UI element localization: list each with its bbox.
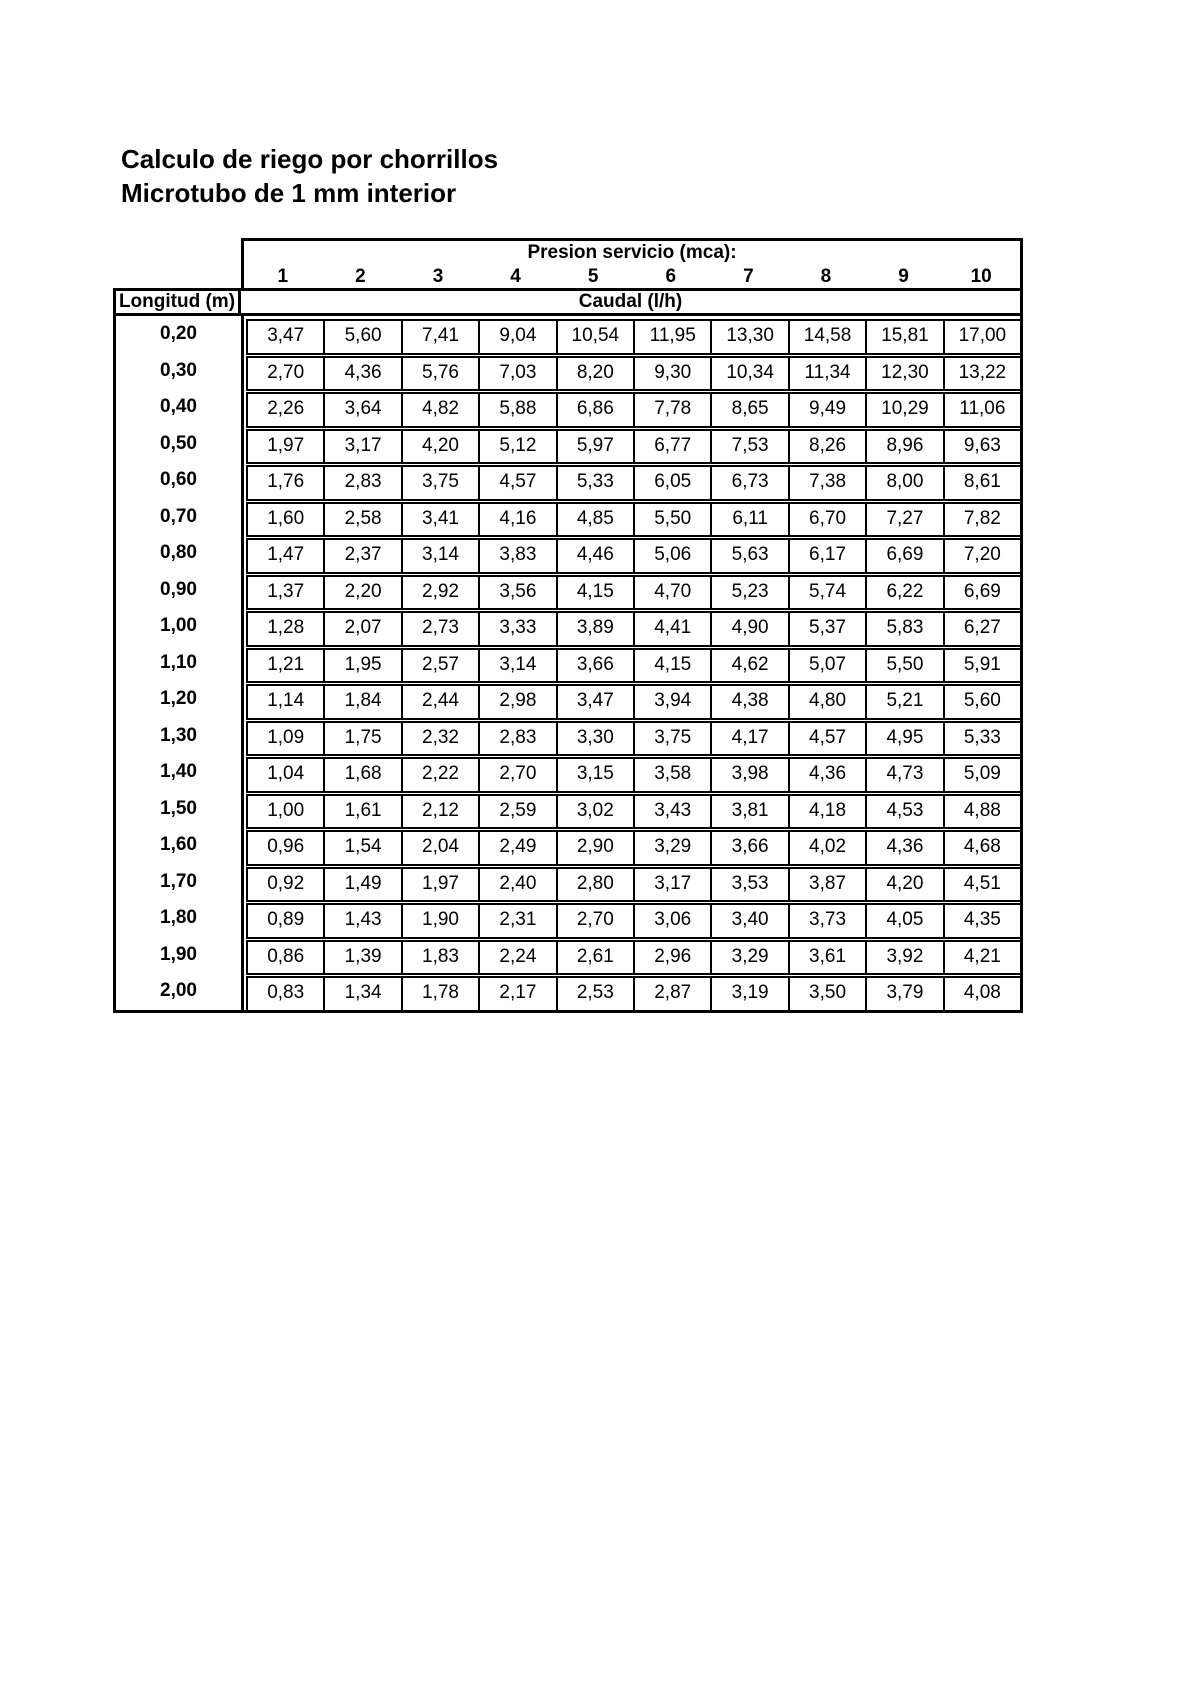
- flow-cell: 3,66: [556, 648, 635, 684]
- flow-cell: 2,58: [323, 502, 402, 538]
- flow-cell: 2,90: [556, 830, 635, 866]
- length-cell: 1,70: [160, 870, 197, 892]
- flow-cell: 6,86: [556, 392, 635, 428]
- table-row: [244, 535, 1020, 572]
- length-cell: 1,00: [160, 615, 197, 637]
- flow-cell: 3,92: [865, 940, 944, 976]
- flow-cell: 6,22: [865, 575, 944, 611]
- flow-cell: 3,29: [633, 830, 712, 866]
- flow-cell: 7,82: [943, 502, 1022, 538]
- flow-cell: 4,36: [788, 757, 867, 793]
- flow-cell: 1,97: [246, 429, 325, 465]
- flow-cell: 5,83: [865, 611, 944, 647]
- flow-cell: 1,14: [246, 684, 325, 720]
- flow-cell: 1,95: [323, 648, 402, 684]
- flow-cell: 3,33: [478, 611, 557, 647]
- table-row: [244, 499, 1020, 536]
- length-cell: 0,30: [160, 359, 197, 381]
- table-row: [244, 754, 1020, 791]
- flow-cell: 1,28: [246, 611, 325, 647]
- flow-cell: 4,21: [943, 940, 1022, 976]
- table-row: [244, 718, 1020, 755]
- flow-cell: 1,49: [323, 867, 402, 903]
- length-header: Longitud (m): [116, 291, 241, 313]
- flow-cell: 9,04: [478, 319, 557, 355]
- flow-cell: 2,80: [556, 867, 635, 903]
- flow-cell: 4,95: [865, 721, 944, 757]
- flow-cell: 5,06: [633, 538, 712, 574]
- flow-cell: 1,47: [246, 538, 325, 574]
- flow-cell: 4,41: [633, 611, 712, 647]
- flow-header: Caudal (l/h): [578, 291, 683, 312]
- pressure-value: 1: [277, 266, 289, 287]
- flow-cell: 3,79: [865, 976, 944, 1012]
- flow-cell: 4,80: [788, 684, 867, 720]
- table-row: [244, 645, 1020, 682]
- flow-cell: 11,34: [788, 356, 867, 392]
- flow-cell: 1,76: [246, 465, 325, 501]
- title-line-1: Calculo de riego por chorrillos: [121, 144, 499, 174]
- flow-cell: 3,15: [556, 757, 635, 793]
- table-row: [244, 572, 1020, 609]
- flow-cell: 5,97: [556, 429, 635, 465]
- flow-cell: 4,20: [401, 429, 480, 465]
- flow-cell: 10,54: [556, 319, 635, 355]
- flow-cell: 0,92: [246, 867, 325, 903]
- flow-cell: 4,36: [865, 830, 944, 866]
- flow-cell: 2,07: [323, 611, 402, 647]
- flow-cell: 2,44: [401, 684, 480, 720]
- flow-cell: 1,04: [246, 757, 325, 793]
- flow-cell: 1,43: [323, 903, 402, 939]
- flow-cell: 1,60: [246, 502, 325, 538]
- flow-cell: 5,74: [788, 575, 867, 611]
- flow-cell: 3,81: [710, 794, 789, 830]
- flow-cell: 3,43: [633, 794, 712, 830]
- flow-cell: 4,36: [323, 356, 402, 392]
- flow-cell: 2,20: [323, 575, 402, 611]
- length-cell: 1,50: [160, 797, 197, 819]
- flow-cell: 2,04: [401, 830, 480, 866]
- flow-cell: 7,38: [788, 465, 867, 501]
- flow-cell: 3,75: [401, 465, 480, 501]
- flow-cell: 7,27: [865, 502, 944, 538]
- flow-cell: 3,58: [633, 757, 712, 793]
- flow-cell: 1,39: [323, 940, 402, 976]
- flow-cell: 3,30: [556, 721, 635, 757]
- flow-cell: 3,83: [478, 538, 557, 574]
- flow-cell: 4,08: [943, 976, 1022, 1012]
- flow-cell: 5,12: [478, 429, 557, 465]
- flow-cell: 4,90: [710, 611, 789, 647]
- flow-cell: 3,29: [710, 940, 789, 976]
- flow-cell: 2,87: [633, 976, 712, 1012]
- flow-cell: 5,63: [710, 538, 789, 574]
- flow-cell: 2,12: [401, 794, 480, 830]
- flow-cell: 4,57: [788, 721, 867, 757]
- flow-cell: 2,37: [323, 538, 402, 574]
- flow-cell: 6,27: [943, 611, 1022, 647]
- flow-cell: 13,30: [710, 319, 789, 355]
- flow-cell: 2,40: [478, 867, 557, 903]
- length-cell: 0,70: [160, 505, 197, 527]
- length-cell: 1,40: [160, 761, 197, 783]
- pressure-header: [241, 238, 1023, 291]
- flow-cell: 5,50: [633, 502, 712, 538]
- flow-cell: 8,61: [943, 465, 1022, 501]
- flow-cell: 3,02: [556, 794, 635, 830]
- flow-cell: 6,05: [633, 465, 712, 501]
- flow-cell: 7,41: [401, 319, 480, 355]
- length-cell: 0,90: [160, 578, 197, 600]
- table-row: [244, 937, 1020, 974]
- flow-cell: 2,24: [478, 940, 557, 976]
- flow-cell: 3,06: [633, 903, 712, 939]
- pressure-value: 3: [432, 266, 444, 287]
- flow-cell: 3,73: [788, 903, 867, 939]
- table-row: [244, 389, 1020, 426]
- flow-cell: 3,17: [633, 867, 712, 903]
- flow-cell: 4,82: [401, 392, 480, 428]
- length-column: [116, 316, 244, 1010]
- flow-cell: 0,83: [246, 976, 325, 1012]
- pressure-values: [244, 266, 1020, 288]
- pressure-header-label: Presion servicio (mca):: [527, 242, 737, 263]
- flow-cell: 8,65: [710, 392, 789, 428]
- flow-cell: 3,98: [710, 757, 789, 793]
- pressure-value: 6: [665, 266, 677, 287]
- flow-cell: 4,73: [865, 757, 944, 793]
- flow-cell: 10,29: [865, 392, 944, 428]
- flow-cell: 4,62: [710, 648, 789, 684]
- flow-cell: 14,58: [788, 319, 867, 355]
- flow-cell: 3,40: [710, 903, 789, 939]
- flow-cell: 3,50: [788, 976, 867, 1012]
- flow-cell: 8,20: [556, 356, 635, 392]
- flow-cell: 2,83: [478, 721, 557, 757]
- table-row: [244, 681, 1020, 718]
- flow-cell: 3,47: [556, 684, 635, 720]
- flow-cell: 8,26: [788, 429, 867, 465]
- pressure-value: 2: [355, 266, 366, 287]
- table-row: [244, 608, 1020, 645]
- flow-cell: 5,50: [865, 648, 944, 684]
- flow-cell: 6,69: [943, 575, 1022, 611]
- flow-cell: 5,21: [865, 684, 944, 720]
- table-row: [244, 791, 1020, 828]
- flow-cell: 2,26: [246, 392, 325, 428]
- length-cell: 0,80: [160, 542, 197, 564]
- flow-cell: 5,91: [943, 648, 1022, 684]
- flow-cell: 1,61: [323, 794, 402, 830]
- flow-cell: 4,17: [710, 721, 789, 757]
- flow-cell: 2,98: [478, 684, 557, 720]
- flow-cell: 3,87: [788, 867, 867, 903]
- flow-cell: 1,83: [401, 940, 480, 976]
- flow-cell: 2,61: [556, 940, 635, 976]
- flow-cell: 5,09: [943, 757, 1022, 793]
- flow-cell: 4,51: [943, 867, 1022, 903]
- flow-cell: 1,00: [246, 794, 325, 830]
- flow-cell: 5,88: [478, 392, 557, 428]
- table-row: [244, 864, 1020, 901]
- length-cell: 1,10: [160, 651, 197, 673]
- flow-cell: 6,11: [710, 502, 789, 538]
- flow-cell: 3,66: [710, 830, 789, 866]
- flow-cell: 0,86: [246, 940, 325, 976]
- length-cell: 0,40: [160, 396, 197, 418]
- flow-cell: 1,68: [323, 757, 402, 793]
- flow-cell: 3,14: [478, 648, 557, 684]
- flow-cell: 3,89: [556, 611, 635, 647]
- pressure-value: 4: [510, 266, 521, 287]
- flow-cell: 6,17: [788, 538, 867, 574]
- flow-cell: 2,59: [478, 794, 557, 830]
- flow-cell: 5,60: [323, 319, 402, 355]
- flow-cell: 8,96: [865, 429, 944, 465]
- flow-cell: 1,75: [323, 721, 402, 757]
- length-cell: 1,20: [160, 688, 197, 710]
- flow-cell: 4,15: [633, 648, 712, 684]
- flow-cell: 9,63: [943, 429, 1022, 465]
- table-row: [244, 900, 1020, 937]
- flow-cell: 1,09: [246, 721, 325, 757]
- flow-cell: 2,92: [401, 575, 480, 611]
- flow-cell: 2,70: [556, 903, 635, 939]
- flow-cell: 13,22: [943, 356, 1022, 392]
- flow-cell: 4,53: [865, 794, 944, 830]
- flow-cell: 3,14: [401, 538, 480, 574]
- table-row: [244, 353, 1020, 390]
- flow-cell: 5,23: [710, 575, 789, 611]
- document-title-block: [121, 142, 498, 210]
- length-cell: 0,50: [160, 432, 197, 454]
- flow-cell: 1,21: [246, 648, 325, 684]
- flow-cell: 3,53: [710, 867, 789, 903]
- flow-cell: 3,56: [478, 575, 557, 611]
- flow-cell: 5,33: [943, 721, 1022, 757]
- flow-cell: 11,06: [943, 392, 1022, 428]
- flow-cell: 11,95: [633, 319, 712, 355]
- flow-cell: 4,20: [865, 867, 944, 903]
- flow-cell: 4,57: [478, 465, 557, 501]
- flow-cell: 6,70: [788, 502, 867, 538]
- flow-cell: 4,02: [788, 830, 867, 866]
- title-line-2: Microtubo de 1 mm interior: [121, 178, 457, 208]
- flow-cell: 5,37: [788, 611, 867, 647]
- length-cell: 0,20: [160, 323, 197, 345]
- flow-cell: 4,88: [943, 794, 1022, 830]
- flow-cell: 1,78: [401, 976, 480, 1012]
- flow-cell: 10,34: [710, 356, 789, 392]
- flow-cell: 12,30: [865, 356, 944, 392]
- flow-cell: 2,70: [478, 757, 557, 793]
- flow-cell: 2,49: [478, 830, 557, 866]
- flow-cell: 2,96: [633, 940, 712, 976]
- flow-cell: 6,77: [633, 429, 712, 465]
- flow-cell: 1,97: [401, 867, 480, 903]
- flow-cell: 5,33: [556, 465, 635, 501]
- flow-cell: 1,84: [323, 684, 402, 720]
- flow-cell: 1,34: [323, 976, 402, 1012]
- flow-cell: 2,53: [556, 976, 635, 1012]
- flow-cell: 4,15: [556, 575, 635, 611]
- length-cell: 1,80: [160, 907, 197, 929]
- pressure-value: 5: [587, 266, 599, 287]
- table-row: [244, 827, 1020, 864]
- flow-cell: 3,47: [246, 319, 325, 355]
- flow-cell: 4,85: [556, 502, 635, 538]
- flow-cell: 6,73: [710, 465, 789, 501]
- flow-cell: 5,60: [943, 684, 1022, 720]
- flow-cell: 4,18: [788, 794, 867, 830]
- length-cell: 2,00: [160, 980, 197, 1002]
- flow-cell: 4,46: [556, 538, 635, 574]
- flow-cell: 17,00: [943, 319, 1022, 355]
- flow-cell: 9,49: [788, 392, 867, 428]
- flow-cell: 8,00: [865, 465, 944, 501]
- length-cell: 1,30: [160, 724, 197, 746]
- flow-cell: 9,30: [633, 356, 712, 392]
- flow-cell: 5,76: [401, 356, 480, 392]
- flow-cell: 4,70: [633, 575, 712, 611]
- flow-cell: 1,90: [401, 903, 480, 939]
- length-cell: 0,60: [160, 469, 197, 491]
- column-header-row: [113, 288, 1023, 316]
- flow-cell: 3,75: [633, 721, 712, 757]
- flow-cell: 2,73: [401, 611, 480, 647]
- table-row: [244, 426, 1020, 463]
- flow-cell: 3,19: [710, 976, 789, 1012]
- flow-cell: 3,41: [401, 502, 480, 538]
- flow-cell: 1,37: [246, 575, 325, 611]
- flow-cell: 4,16: [478, 502, 557, 538]
- table-row: [244, 316, 1020, 353]
- flow-table: [113, 313, 1023, 1013]
- length-cell: 1,60: [160, 834, 197, 856]
- flow-cell: 6,69: [865, 538, 944, 574]
- table-row: [244, 973, 1020, 1010]
- flow-cell: 2,31: [478, 903, 557, 939]
- table-row: [244, 462, 1020, 499]
- flow-cell: 7,78: [633, 392, 712, 428]
- flow-cell: 1,54: [323, 830, 402, 866]
- flow-cell: 5,07: [788, 648, 867, 684]
- flow-cell: 3,94: [633, 684, 712, 720]
- length-cell: 1,90: [160, 943, 197, 965]
- flow-cell: 4,05: [865, 903, 944, 939]
- flow-cell: 2,57: [401, 648, 480, 684]
- flow-cell: 0,89: [246, 903, 325, 939]
- flow-cell: 2,22: [401, 757, 480, 793]
- pressure-value: 10: [970, 266, 992, 287]
- flow-cell: 15,81: [865, 319, 944, 355]
- pressure-value: 7: [743, 266, 754, 287]
- flow-values: [244, 316, 1020, 1010]
- flow-cell: 2,17: [478, 976, 557, 1012]
- flow-cell: 2,83: [323, 465, 402, 501]
- flow-cell: 3,61: [788, 940, 867, 976]
- flow-cell: 3,64: [323, 392, 402, 428]
- flow-cell: 3,17: [323, 429, 402, 465]
- flow-cell: 7,20: [943, 538, 1022, 574]
- flow-cell: 0,96: [246, 830, 325, 866]
- flow-cell: 4,35: [943, 903, 1022, 939]
- flow-cell: 4,38: [710, 684, 789, 720]
- flow-cell: 2,70: [246, 356, 325, 392]
- flow-cell: 4,68: [943, 830, 1022, 866]
- flow-cell: 7,53: [710, 429, 789, 465]
- flow-cell: 2,32: [401, 721, 480, 757]
- flow-cell: 7,03: [478, 356, 557, 392]
- pressure-value: 9: [898, 266, 909, 287]
- pressure-value: 8: [820, 266, 832, 287]
